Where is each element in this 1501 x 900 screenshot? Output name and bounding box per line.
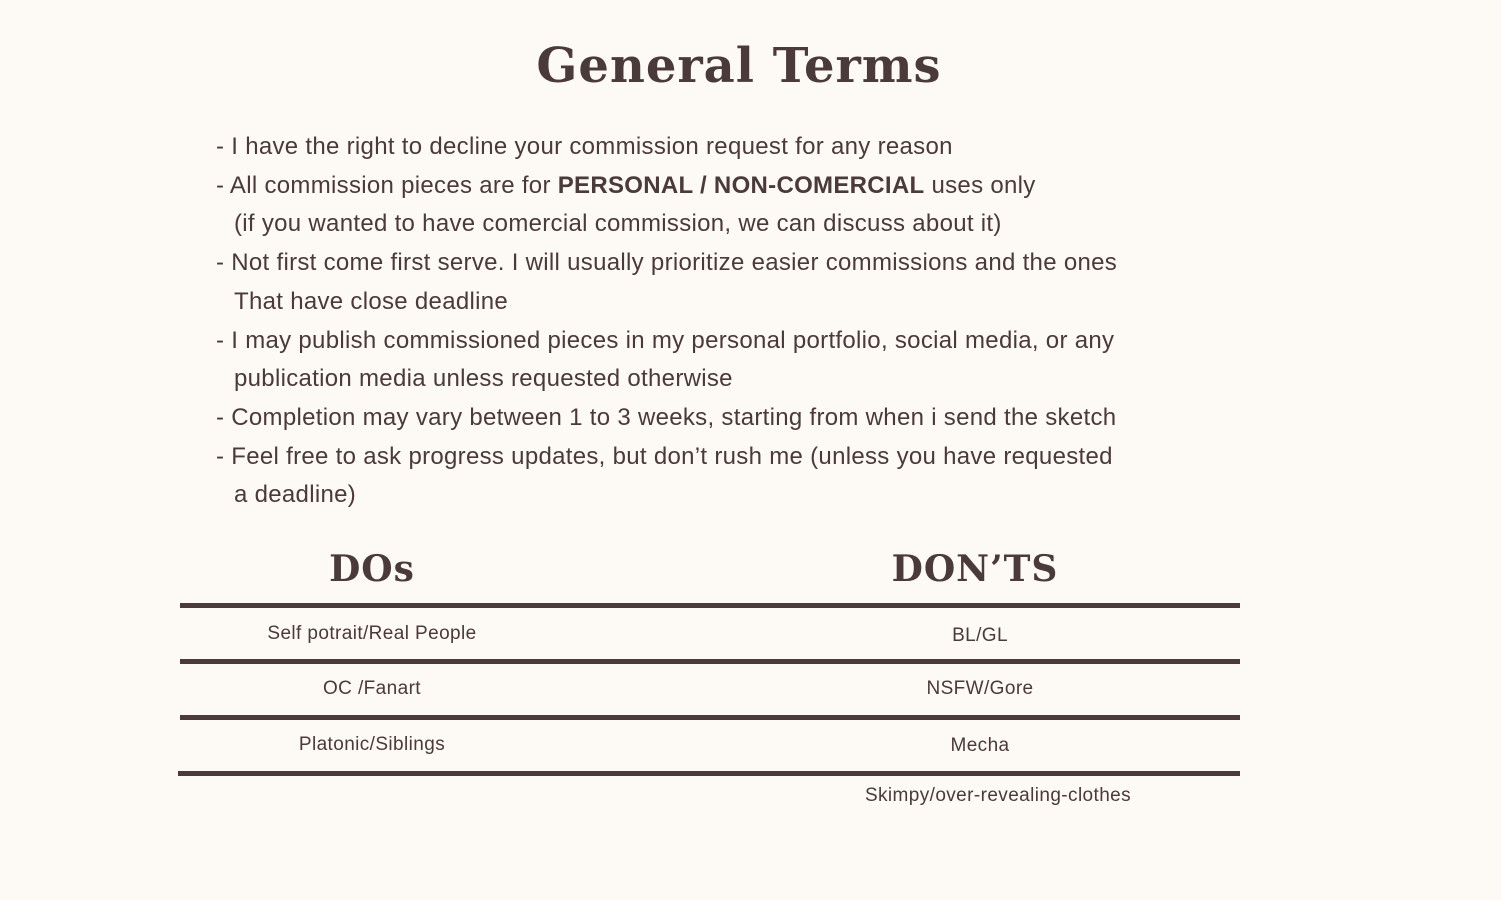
term-continuation: That have close deadline — [234, 287, 509, 315]
term-text: - All commission pieces are for — [216, 171, 558, 199]
donts-item: BL/GL — [952, 625, 1008, 646]
donts-item: Mecha — [950, 735, 1010, 756]
term-item — [216, 399, 1226, 438]
term-continuation: a deadline) — [234, 481, 357, 509]
term-text: uses only — [924, 171, 1036, 199]
term-text: - I may publish commissioned pieces in my personal portfolio, social media, or any — [216, 326, 1115, 354]
donts-item: NSFW/Gore — [926, 678, 1034, 699]
term-emphasis: PERSONAL / NON-COMERCIAL — [557, 171, 925, 199]
table-divider — [178, 771, 1240, 776]
table-divider — [180, 659, 1240, 664]
dos-item: Self potrait/Real People — [267, 623, 477, 644]
term-text: - Feel free to ask progress updates, but don’t rush me (unless you have requested — [216, 442, 1113, 470]
term-item — [216, 167, 1226, 244]
dos-header: DOs — [329, 548, 415, 590]
term-text: - I have the right to decline your commission request for any reason — [216, 133, 953, 160]
dos-item: Platonic/Siblings — [298, 734, 446, 755]
term-text: - Completion may vary between 1 to 3 weeks, starting from when i send the sketch — [216, 403, 1117, 431]
term-continuation: publication media unless requested otherwise — [234, 365, 733, 393]
term-text: - Not first come first serve. I will usually prioritize easier commissions and the ones — [216, 249, 1118, 277]
term-item — [216, 438, 1226, 515]
table-divider — [180, 603, 1240, 608]
terms-list — [216, 128, 1226, 515]
donts-item: Skimpy/over-revealing-clothes — [864, 785, 1132, 806]
term-item — [216, 244, 1226, 321]
dos-item: OC /Fanart — [323, 678, 421, 699]
table-divider — [180, 715, 1240, 720]
donts-header: DON’TS — [891, 548, 1059, 590]
page-title: General Terms — [536, 38, 942, 94]
term-continuation: (if you wanted to have comercial commission, we can discuss about it) — [234, 210, 1002, 238]
term-item — [216, 128, 1226, 167]
term-item — [216, 322, 1226, 399]
